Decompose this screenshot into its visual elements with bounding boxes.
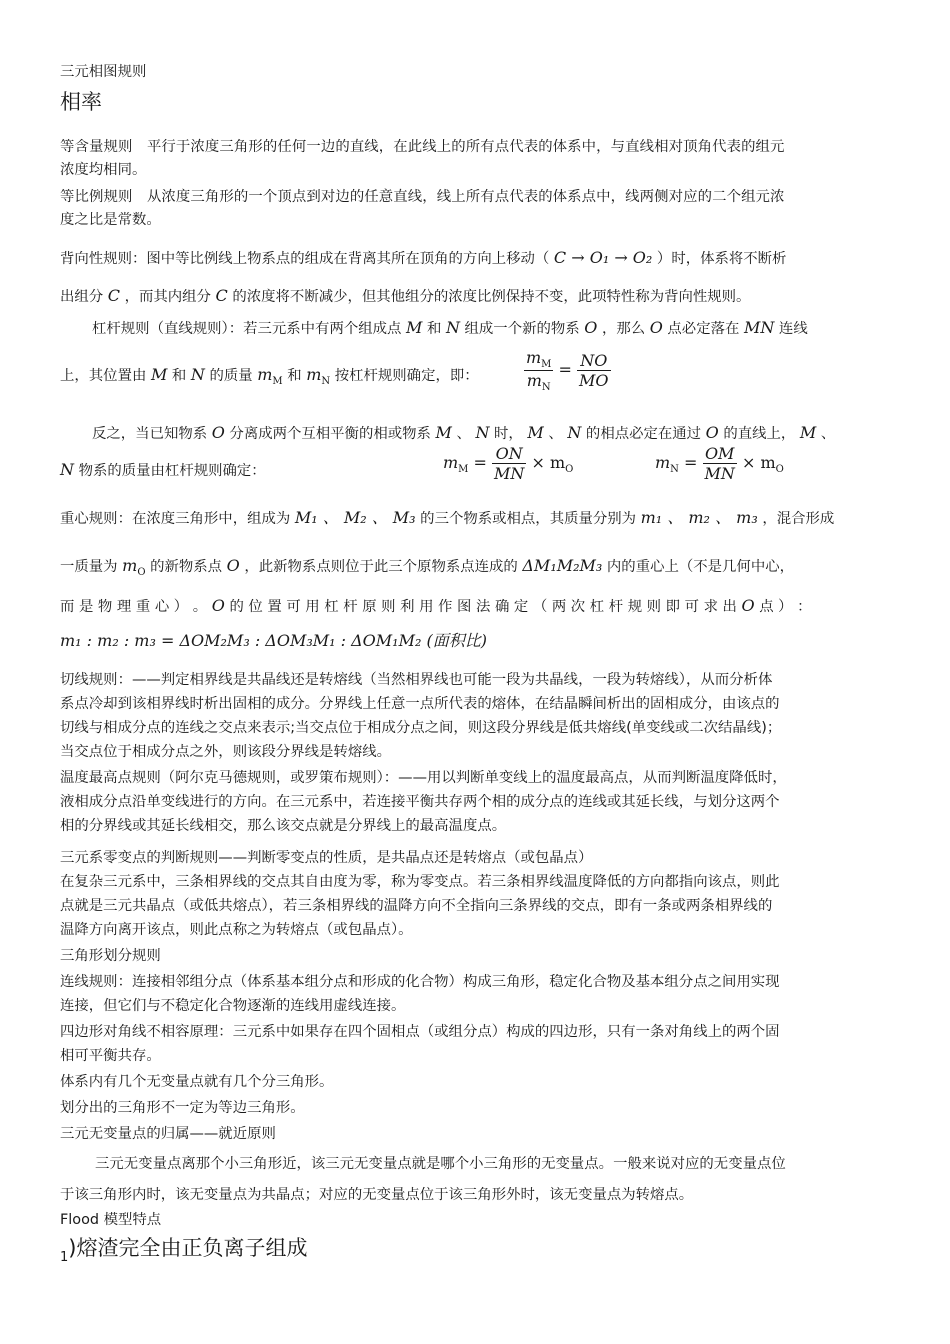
back-var-c: C	[107, 286, 121, 305]
center-rule-line3	[60, 596, 812, 617]
lever-var-o: O	[584, 318, 598, 337]
center-rule-line2	[60, 556, 794, 583]
back-rule-text-a: 背向性规则：图中等比例线上物系点的组成在背离其所在顶角的方向上移动（	[60, 251, 550, 267]
quad-rule-line2: 相可平衡共存。	[60, 1048, 161, 1064]
inverse-rule-line1	[92, 423, 835, 444]
center-text-d: 一质量为	[60, 559, 118, 575]
inv-text-g: 的直线上，	[723, 426, 796, 442]
center-ratio-equation: m₁ : m₂ : m₃ = ΔOM₂M₃ : ΔOM₃M₁ : ΔOM₁M₂ (面积比)	[60, 631, 487, 650]
lever-text-j: 和	[287, 368, 302, 384]
inv-var-m3: M	[799, 423, 817, 442]
center-triangle: ΔM₁M₂M₃	[522, 556, 603, 575]
inv-text-f: 的相点必定在通过	[585, 426, 702, 442]
lever-mass-mn: $m_N$	[306, 365, 331, 388]
lever-rule-line2	[60, 365, 479, 392]
inverse-eq-n: $m_N$ = $\frac{OM}{MN}$ × $m_O$	[655, 444, 784, 483]
lever-var-o2: O	[649, 318, 663, 337]
maxtemp-line3: 相的分界线或其延长线相交，那么该交点就是分界线上的最高温度点。	[60, 818, 507, 834]
back-var-c2: C	[215, 286, 228, 305]
tangent-line4: 当交点位于相成分点之外，则该段分界线是转熔线。	[60, 744, 391, 760]
center-text-j: 点 ） ：	[759, 599, 812, 615]
lever-text-h: 和	[171, 368, 187, 384]
conn-rule-line1: 连线规则：连接相邻组分点（体系基本组分点和形成的化合物）构成三角形，稳定化合物及基本组分点之间用实现	[60, 974, 780, 990]
belong-rule-title: 三元无变量点的归属——就近原则	[60, 1126, 276, 1142]
near-rule-line1: 三元无变量点离那个小三角形近，该三元无变量点就是哪个小三角形的无变量点。一般来说对应的无变量点位	[95, 1156, 786, 1172]
tangent-line2: 系点冷却到该相界线时析出固相的成分。分界线上任意一点所代表的熔体，在结晶瞬间析出的固相成分，由该点的	[60, 696, 780, 712]
lever-text-c: 组成一个新的物系	[464, 321, 580, 337]
inv-var-o2: O	[705, 423, 719, 442]
eq-content-rule-line2: 浓度均相同。	[60, 162, 147, 178]
inv-var-n: N	[475, 423, 490, 442]
inv-text-e: 、	[548, 426, 563, 442]
inverse-eq-m: $m_M$ = $\frac{ON}{MN}$ × $m_O$	[443, 444, 574, 483]
lever-text-d: ，那么	[601, 321, 646, 337]
inv-text-i: 物系的质量由杠杆规则确定：	[78, 463, 266, 479]
eq-content-rule-line1: 等含量规则 平行于浓度三角形的任何一边的直线，在此线上的所有点代表的体系中，与直线相对顶角代表的组元	[60, 139, 785, 155]
center-text-g: 内的重心上（不是几何中心，	[606, 559, 794, 575]
lever-text-e: 点必定落在	[667, 321, 740, 337]
zero-line1: 三元系零变点的判断规则——判断零变点的性质，是共晶点还是转熔点（或包晶点）	[60, 850, 593, 866]
tangent-line3: 切线与相成分点的连线之交点来表示;当交点位于相成分点之间，则这段分界线是低共熔线(单变线或二次结晶线)；	[60, 720, 782, 736]
center-text-f: ，此新物系点则位于此三个原物系点连成的	[244, 559, 518, 575]
zero-line2: 在复杂三元系中，三条相界线的交点其自由度为零，称为零变点。若三条相界线温度降低的方向都指向该点，则此	[60, 874, 780, 890]
center-masses: m₁ 、 m₂ 、 m₃	[640, 508, 758, 527]
heading-phase-rule: 相率	[60, 90, 102, 114]
inv-text-h: 、	[820, 426, 836, 442]
inv-var-m2: M	[527, 423, 544, 442]
lever-text-g: 上，其位置由	[60, 368, 147, 384]
near-rule-line2: 于该三角形内时，该无变量点为共晶点；对应的无变量点位于该三角形外时，该无变量点为转熔点。	[60, 1187, 694, 1203]
center-points: M₁ 、 M₂ 、 M₃	[294, 508, 416, 527]
zero-line4: 温降方向离开该点，则此点称之为转熔点（或包晶点）。	[60, 922, 413, 938]
center-text-e: 的新物系点	[150, 559, 223, 575]
lever-text-f: 连线	[778, 321, 808, 337]
lever-var-n: N	[445, 318, 460, 337]
inv-text-b: 分离成两个互相平衡的相或物系	[229, 426, 431, 442]
zero-line3: 点就是三元共晶点（或低共熔点），若三条相界线的温降方向不全指向三条界线的交点，即有一条或两条相界线的	[60, 898, 773, 914]
count-rule: 体系内有几个无变量点就有几个分三角形。	[60, 1074, 334, 1090]
center-text-h: 而 是 物 理 重 心 ） 。	[60, 599, 208, 615]
back-rule-arrow-expr: C → O₁ → O₂	[553, 248, 653, 267]
flood-title: Flood 模型特点	[60, 1212, 162, 1228]
back-rule-text-c: 出组分	[60, 289, 104, 305]
lever-text-i: 的质量	[209, 368, 253, 384]
tangent-line1: 切线规则：——判定相界线是共晶线还是转熔线（当然相界线也可能一段为共晶线，一段为转熔线），从而分析体	[60, 672, 773, 688]
inv-text-d: 时，	[494, 426, 523, 442]
lever-text-a: 杠杆规则（直线规则）：若三元系中有两个组成点	[92, 321, 402, 337]
center-var-o3: O	[741, 596, 755, 615]
inv-var-o: O	[211, 423, 225, 442]
lever-text-k: 按杠杆规则确定，即：	[334, 368, 479, 384]
lever-mass-mm: $m_M$	[257, 365, 283, 388]
lever-rule-line1	[92, 318, 808, 339]
inverse-rule-line2	[60, 460, 266, 481]
lever-fraction-equation: $\frac{m_M}{m_N}$ = $\frac{NO}{MO}$	[526, 348, 609, 394]
quad-rule-line1: 四边形对角线不相容原理：三元系中如果存在四个固相点（或组分点）构成的四边形，只有一条对角线上的两个固	[60, 1024, 780, 1040]
not-equal-rule: 划分出的三角形不一定为等边三角形。	[60, 1100, 305, 1116]
inv-text-c: 、	[456, 426, 471, 442]
flood-item-1	[60, 1236, 308, 1265]
conn-rule-line2: 连接，但它们与不稳定化合物逐渐的连线用虚线连接。	[60, 998, 406, 1014]
inv-var-m: M	[435, 423, 452, 442]
center-text-b: 的三个物系或相点，其质量分别为	[420, 511, 637, 527]
inv-var-n2: N	[567, 423, 582, 442]
back-rule-text-d: ，而其内组分	[124, 289, 211, 305]
back-rule-text-b: ）时，体系将不断析	[656, 251, 787, 267]
lever-var-mn: MN	[743, 318, 775, 337]
flood-item-number: 1	[60, 1250, 69, 1265]
lever-var-n2: N	[190, 365, 205, 384]
eq-ratio-rule-line1: 等比例规则 从浓度三角形的一个顶点到对边的任意直线，线上所有点代表的体系点中，线两侧对应的二个组元浓	[60, 189, 785, 205]
lever-text-b: 和	[426, 321, 442, 337]
inv-var-n3: N	[60, 460, 74, 479]
center-rule-line1	[60, 508, 834, 529]
maxtemp-line1: 温度最高点规则（阿尔克马德规则，或罗策布规则）：——用以判断单变线上的温度最高点，从而判断温度降低时，	[60, 770, 787, 786]
triangle-div-title: 三角形划分规则	[60, 948, 161, 964]
center-text-a: 重心规则：在浓度三角形中，组成为	[60, 511, 291, 527]
back-rule-text-e: 的浓度将不断减少，但其他组分的浓度比例保持不变，此项特性称为背向性规则。	[232, 289, 751, 305]
center-mass-mo: $m_O$	[122, 556, 146, 579]
center-text-i: 的 位 置 可 用 杠 杆 原 则 利 用 作 图 法 确 定 （ 两 次 杠 杆 规 则 即 可 求 出	[229, 599, 737, 615]
lever-var-m2: M	[150, 365, 168, 384]
center-var-o2: O	[211, 596, 225, 615]
maxtemp-line2: 液相成分点沿单变线进行的方向。在三元系中，若连接平衡共存两个相的成分点的连线或其延长线，与划分这两个	[60, 794, 780, 810]
heading-small: 三元相图规则	[60, 64, 147, 80]
inv-text-a: 反之，当已知物系	[92, 426, 208, 442]
back-rule-line2	[60, 286, 750, 307]
center-text-c: ，混合形成	[762, 511, 835, 527]
eq-ratio-rule-line2: 度之比是常数。	[60, 212, 161, 228]
back-rule-line1	[60, 248, 786, 269]
lever-var-m: M	[405, 318, 423, 337]
center-var-o: O	[226, 556, 240, 575]
flood-item-text: )熔渣完全由正负离子组成	[68, 1236, 308, 1260]
